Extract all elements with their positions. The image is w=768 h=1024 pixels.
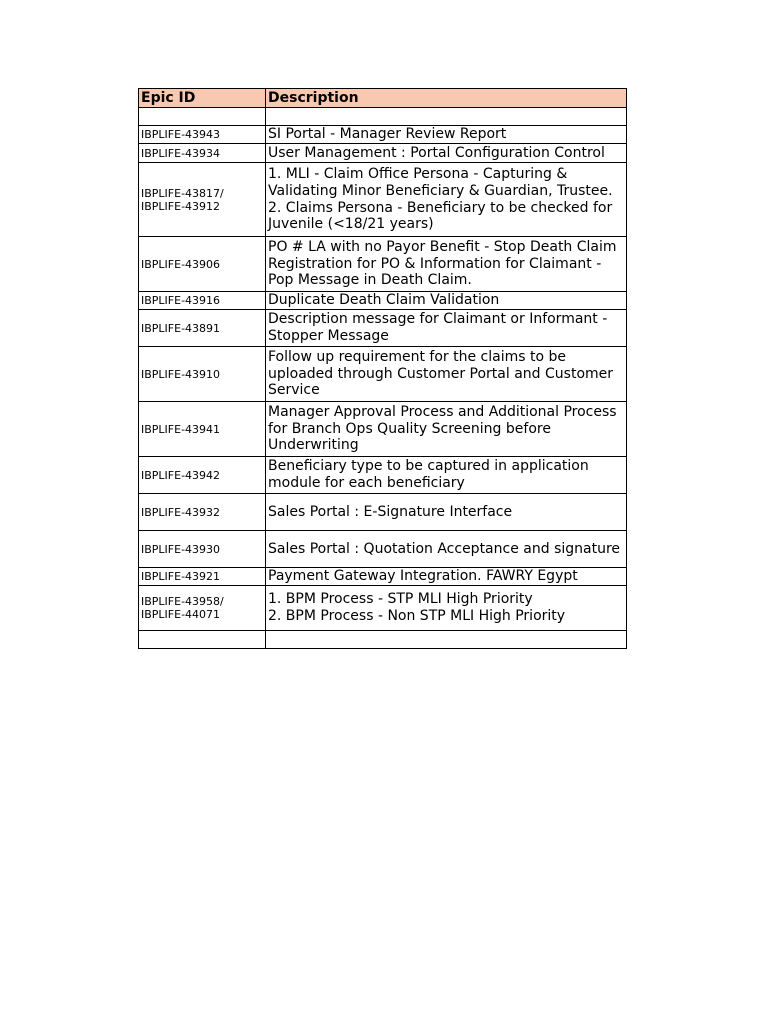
- table-row: [139, 347, 627, 402]
- description-text: Manager Approval Process and Additional Process: [268, 404, 617, 421]
- epic-id-text: IBPLIFE-43943: [141, 128, 221, 141]
- epic-id-cell: [139, 163, 266, 237]
- description-cell: [266, 402, 627, 457]
- epic-id-cell: [139, 402, 266, 457]
- epic-id-cell: [139, 237, 266, 292]
- description-header: Description: [266, 89, 627, 108]
- table-row: [139, 108, 627, 126]
- epic-id-text: IBPLIFE-43906: [141, 257, 221, 271]
- description-text: Service: [268, 382, 320, 399]
- table-row: [139, 631, 627, 649]
- epic-id-text: IBPLIFE-43932: [141, 505, 221, 519]
- description-cell: [266, 292, 627, 310]
- epic-id-cell: [139, 108, 266, 126]
- description-cell: [266, 531, 627, 568]
- epic-id-text: IBPLIFE-43916: [141, 294, 221, 307]
- table-row: [139, 531, 627, 568]
- description-text: 2. Claims Persona - Beneficiary to be checked for: [268, 199, 613, 216]
- description-cell: [266, 163, 627, 237]
- table-row: [139, 568, 627, 586]
- description-text: Follow up requirement for the claims to be: [268, 349, 566, 366]
- epic-id-text: IBPLIFE-43942: [141, 468, 221, 482]
- description-text: Validating Minor Beneficiary & Guardian, Trustee.: [268, 182, 613, 199]
- description-text: for Branch Ops Quality Screening before: [268, 420, 551, 437]
- table-row: [139, 402, 627, 457]
- description-text: 2. BPM Process - Non STP MLI High Priority: [268, 608, 566, 624]
- epic-id-cell: [139, 586, 266, 631]
- description-text: Duplicate Death Claim Validation: [268, 292, 500, 309]
- table-row: [139, 494, 627, 531]
- description-text: 1. MLI - Claim Office Persona - Capturing &: [268, 166, 568, 183]
- epic-id-cell: [139, 531, 266, 568]
- table-row: [139, 144, 627, 163]
- table-row: [139, 126, 627, 144]
- epic-id-text: IBPLIFE-43930: [141, 542, 221, 556]
- epic-table: [138, 88, 627, 649]
- description-text: User Management : Portal Configuration Control: [268, 144, 605, 161]
- description-cell: [266, 144, 627, 163]
- description-text: Registration for PO & Information for Claimant -: [268, 255, 602, 272]
- description-text: Description message for Claimant or Informant -: [268, 311, 608, 328]
- description-cell: [266, 568, 627, 586]
- description-text: Beneficiary type to be captured in application: [268, 458, 589, 475]
- table-row: [139, 163, 627, 237]
- epic-id-cell: [139, 457, 266, 494]
- description-text: Sales Portal : E-Signature Interface: [268, 503, 513, 520]
- epic-id-text: IBPLIFE-44071: [141, 608, 221, 621]
- description-text: 1. BPM Process - STP MLI High Priority: [268, 591, 533, 608]
- description-cell: [266, 586, 627, 631]
- epic-id-text: IBPLIFE-43891: [141, 321, 221, 335]
- epic-id-cell: [139, 347, 266, 402]
- description-cell: [266, 126, 627, 144]
- epic-id-cell: [139, 310, 266, 347]
- description-cell: [266, 457, 627, 494]
- description-text: Sales Portal : Quotation Acceptance and signature: [268, 540, 621, 557]
- epic-id-text: IBPLIFE-43912: [141, 199, 221, 213]
- description-cell: [266, 108, 627, 126]
- description-text: Pop Message in Death Claim.: [268, 272, 472, 289]
- header-row: [139, 89, 627, 108]
- epic-id-cell: [139, 631, 266, 649]
- epic-id-text: IBPLIFE-43910: [141, 367, 221, 381]
- description-cell: [266, 347, 627, 402]
- table-row: [139, 292, 627, 310]
- description-cell: [266, 237, 627, 292]
- table-row: [139, 457, 627, 494]
- epic-id-header: Epic ID: [139, 89, 266, 108]
- description-text: PO # LA with no Payor Benefit - Stop Death Claim: [268, 239, 617, 256]
- epic-id-cell: [139, 144, 266, 163]
- epic-id-text: IBPLIFE-43958/: [141, 595, 224, 608]
- epic-id-text: IBPLIFE-43817/: [141, 186, 224, 200]
- table-row: [139, 586, 627, 631]
- epic-id-cell: [139, 126, 266, 144]
- description-text: module for each beneficiary: [268, 475, 465, 491]
- epic-id-text: IBPLIFE-43934: [141, 146, 221, 160]
- description-cell: [266, 631, 627, 649]
- description-text: Stopper Message: [268, 328, 389, 344]
- epic-id-cell: [139, 568, 266, 586]
- description-text: Juvenile (<18/21 years): [268, 216, 434, 233]
- description-text: Payment Gateway Integration. FAWRY Egypt: [268, 568, 578, 585]
- table-body: [139, 108, 627, 649]
- description-cell: [266, 310, 627, 347]
- table-row: [139, 237, 627, 292]
- epic-id-cell: [139, 292, 266, 310]
- description-text: uploaded through Customer Portal and Customer: [268, 365, 614, 382]
- table-row: [139, 310, 627, 347]
- epic-id-text: IBPLIFE-43921: [141, 570, 221, 583]
- description-cell: [266, 494, 627, 531]
- epic-id-cell: [139, 494, 266, 531]
- epic-id-text: IBPLIFE-43941: [141, 422, 221, 436]
- description-text: Underwriting: [268, 437, 359, 454]
- description-text: SI Portal - Manager Review Report: [268, 126, 507, 143]
